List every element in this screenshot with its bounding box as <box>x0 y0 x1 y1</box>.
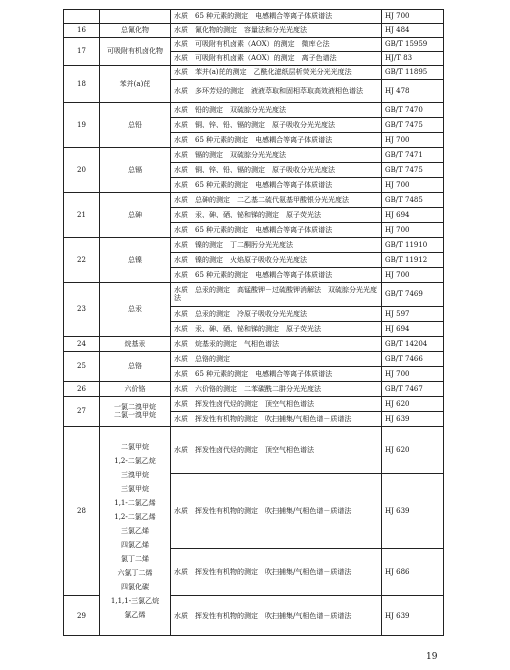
table-cell <box>100 10 171 24</box>
method-cell: 水质 65 种元素的测定 电感耦合等离子体质谱法 <box>171 268 382 283</box>
standard-cell: HJ 639 <box>382 411 444 426</box>
indicator-line: 1,1,1-三氯乙烷 <box>110 596 160 605</box>
indicator-cell: 总氰化物 <box>100 23 171 37</box>
method-cell: 水质 65 种元素的测定 电感耦合等离子体质谱法 <box>171 10 382 24</box>
standard-cell: GB/T 15959 <box>382 37 444 51</box>
standard-cell: HJ 700 <box>382 268 444 283</box>
indicator-line: 六氯丁二烯 <box>117 568 153 577</box>
indicator-cell: 总铬 <box>100 351 171 381</box>
indicator-line: 二氯甲烷 <box>121 442 149 451</box>
method-cell: 水质 镍的测定 火焰原子吸收分光光度法 <box>171 253 382 268</box>
item-number: 23 <box>64 283 100 337</box>
standard-cell: GB/T 7466 <box>382 351 444 366</box>
indicator-cell <box>100 396 171 426</box>
item-number: 16 <box>64 23 100 37</box>
method-cell: 水质 铜、锌、铅、镉的测定 原子吸收分光光度法 <box>171 163 382 178</box>
method-cell: 水质 65 种元素的测定 电感耦合等离子体质谱法 <box>171 223 382 238</box>
indicator-line: 三溴甲烷 <box>121 470 149 479</box>
standard-cell: GB/T 7471 <box>382 148 444 163</box>
standard-cell: HJ 700 <box>382 133 444 148</box>
indicator-line: 一氯二溴甲烷 <box>114 403 156 412</box>
standard-cell: HJ 478 <box>382 79 444 103</box>
standard-cell: GB/T 7469 <box>382 283 444 307</box>
standard-cell: GB/T 14204 <box>382 336 444 351</box>
method-cell: 水质 汞、砷、硒、铋和锑的测定 原子荧光法 <box>171 208 382 223</box>
standards-table <box>63 9 444 636</box>
indicator-cell: 总砷 <box>100 193 171 238</box>
standard-cell: HJ 639 <box>382 596 444 636</box>
method-cell: 水质 总汞的测定 高锰酸钾－过硫酸钾消解法 双硫腙分光光度法 <box>171 283 382 307</box>
method-cell: 水质 多环芳烃的测定 液液萃取和固相萃取高效液相色谱法 <box>171 79 382 103</box>
method-cell: 水质 汞、砷、硒、铋和锑的测定 原子荧光法 <box>171 321 382 336</box>
method-cell: 水质 挥发性有机物的测定 吹扫捕集/气相色谱－质谱法 <box>171 596 382 636</box>
method-cell: 水质 挥发性卤代烃的测定 顶空气相色谱法 <box>171 396 382 411</box>
standard-cell: HJ 597 <box>382 306 444 321</box>
method-cell: 水质 65 种元素的测定 电感耦合等离子体质谱法 <box>171 178 382 193</box>
method-cell: 水质 镉的测定 双硫腙分光光度法 <box>171 148 382 163</box>
standard-cell: HJ 686 <box>382 548 444 595</box>
indicator-cell: 苯并(a)芘 <box>100 65 171 103</box>
indicator-line: 三氯乙烯 <box>121 526 149 535</box>
method-cell: 水质 铅的测定 双硫腙分光光度法 <box>171 103 382 118</box>
table-cell <box>64 10 100 24</box>
method-cell: 水质 总铬的测定 <box>171 351 382 366</box>
indicator-line: 四氯乙烯 <box>121 540 149 549</box>
standard-cell: GB/T 7475 <box>382 163 444 178</box>
indicator-line: 三氯甲烷 <box>121 484 149 493</box>
indicator-line: 1,2-二氯乙烷 <box>114 456 156 465</box>
indicator-cell: 总汞 <box>100 283 171 337</box>
item-number: 20 <box>64 148 100 193</box>
standard-cell: HJ 694 <box>382 321 444 336</box>
standard-cell: HJ 700 <box>382 223 444 238</box>
standard-cell: HJ 620 <box>382 396 444 411</box>
standard-cell: GB/T 7470 <box>382 103 444 118</box>
page-number: 19 <box>426 652 438 662</box>
item-number: 26 <box>64 381 100 396</box>
indicator-line: 氯丁二烯 <box>121 554 149 563</box>
item-number: 27 <box>64 396 100 426</box>
method-cell: 水质 苯并(a)芘的测定 乙酰化滤纸层析荧光分光光度法 <box>171 65 382 79</box>
method-cell: 水质 镍的测定 丁二酮肟分光光度法 <box>171 238 382 253</box>
standard-cell: HJ 700 <box>382 10 444 24</box>
standard-cell: GB/T 11895 <box>382 65 444 79</box>
indicator-cell: 总镍 <box>100 238 171 283</box>
indicator-cell: 六价铬 <box>100 381 171 396</box>
indicator-line: 1,2-二氯乙烯 <box>114 512 156 521</box>
method-cell: 水质 烷基汞的测定 气相色谱法 <box>171 336 382 351</box>
standard-cell: GB/T 11910 <box>382 238 444 253</box>
standard-cell: HJ/T 83 <box>382 51 444 65</box>
method-cell: 水质 铜、锌、铅、镉的测定 原子吸收分光光度法 <box>171 118 382 133</box>
item-number: 19 <box>64 103 100 148</box>
standard-cell: HJ 700 <box>382 366 444 381</box>
method-cell: 水质 挥发性有机物的测定 吹扫捕集/气相色谱－质谱法 <box>171 473 382 548</box>
standard-cell: GB/T 11912 <box>382 253 444 268</box>
indicator-line: 氯乙烯 <box>124 610 146 619</box>
method-cell: 水质 总汞的测定 冷原子吸收分光光度法 <box>171 306 382 321</box>
method-cell: 水质 氰化物的测定 容量法和分光光度法 <box>171 23 382 37</box>
standard-cell: HJ 700 <box>382 178 444 193</box>
item-number: 28 <box>64 426 100 595</box>
item-number: 29 <box>64 596 100 636</box>
standard-cell: GB/T 7475 <box>382 118 444 133</box>
standard-cell: GB/T 7485 <box>382 193 444 208</box>
method-cell: 水质 挥发性卤代烃的测定 顶空气相色谱法 <box>171 426 382 473</box>
standard-cell: HJ 639 <box>382 473 444 548</box>
item-number: 18 <box>64 65 100 103</box>
standard-cell: GB/T 7467 <box>382 381 444 396</box>
standard-cell: HJ 484 <box>382 23 444 37</box>
indicator-line: 四氯化碳 <box>121 582 149 591</box>
item-number: 22 <box>64 238 100 283</box>
item-number: 25 <box>64 351 100 381</box>
standard-cell: HJ 694 <box>382 208 444 223</box>
indicator-line: 1,1-二氯乙烯 <box>114 498 156 507</box>
method-cell: 水质 挥发性有机物的测定 吹扫捕集/气相色谱－质谱法 <box>171 411 382 426</box>
method-cell: 水质 可吸附有机卤素（AOX）的测定 微库仑法 <box>171 37 382 51</box>
indicator-line: 二氯一溴甲烷 <box>114 411 156 420</box>
item-number: 17 <box>64 37 100 65</box>
standard-cell: HJ 620 <box>382 426 444 473</box>
indicator-cell: 总镉 <box>100 148 171 193</box>
indicator-cell: 烷基汞 <box>100 336 171 351</box>
method-cell: 水质 65 种元素的测定 电感耦合等离子体质谱法 <box>171 366 382 381</box>
indicator-cell: 可吸附有机卤化物 <box>100 37 171 65</box>
method-cell: 水质 挥发性有机物的测定 吹扫捕集/气相色谱－质谱法 <box>171 548 382 595</box>
method-cell: 水质 六价铬的测定 二苯碳酰二肼分光光度法 <box>171 381 382 396</box>
item-number: 24 <box>64 336 100 351</box>
indicator-cell: 总铅 <box>100 103 171 148</box>
method-cell: 水质 总砷的测定 二乙基二硫代氨基甲酸银分光光度法 <box>171 193 382 208</box>
method-cell: 水质 可吸附有机卤素（AOX）的测定 离子色谱法 <box>171 51 382 65</box>
indicator-cell <box>100 426 171 635</box>
item-number: 21 <box>64 193 100 238</box>
method-cell: 水质 65 种元素的测定 电感耦合等离子体质谱法 <box>171 133 382 148</box>
